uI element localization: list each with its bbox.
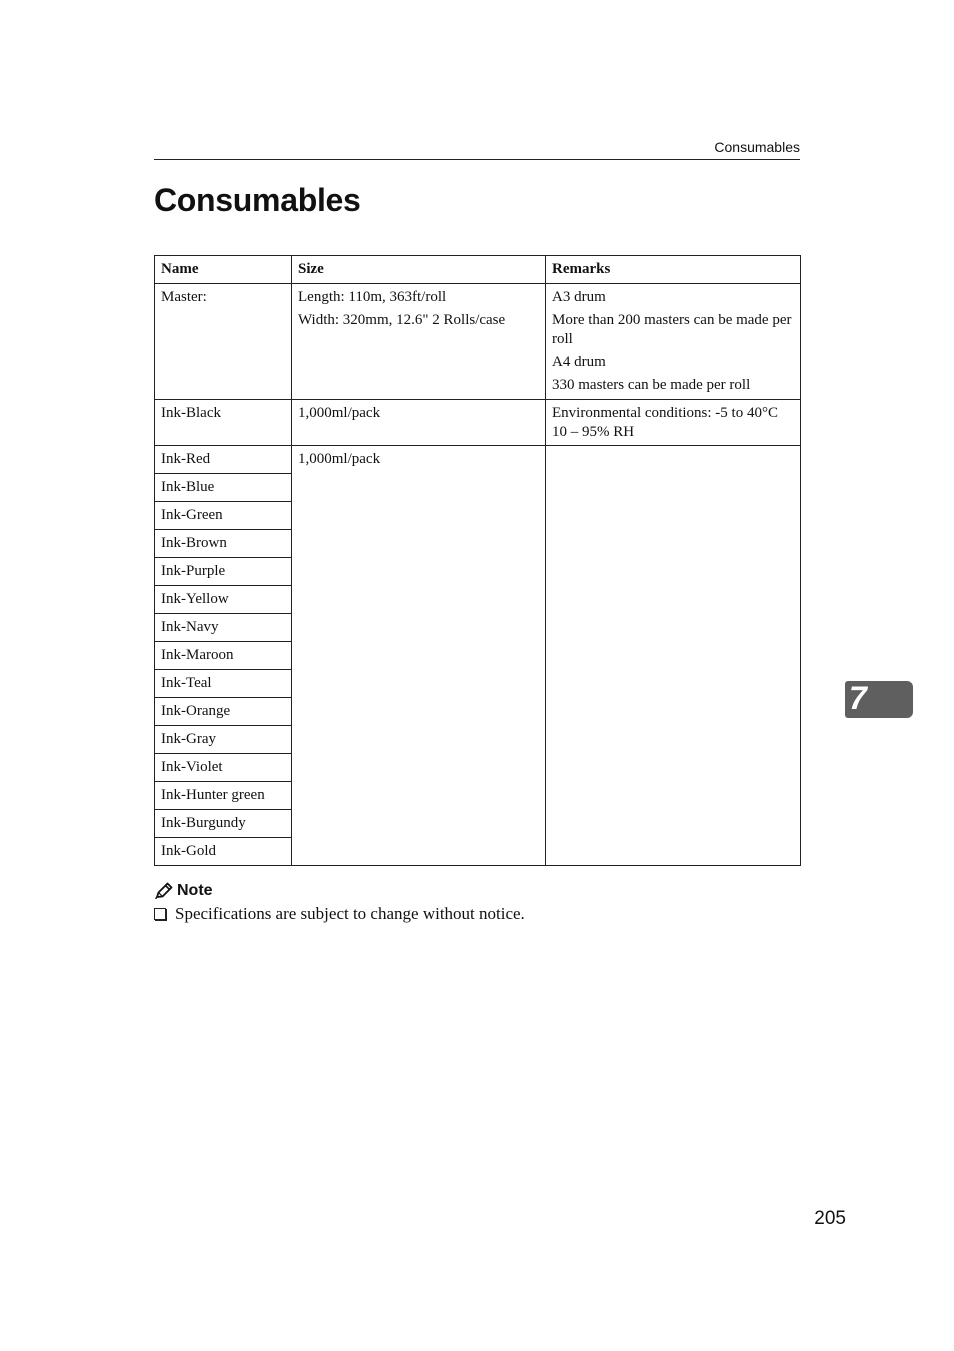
header-size: Size (292, 256, 546, 284)
cell-master-remarks (546, 284, 801, 400)
cell-ink-name: Ink-Brown (155, 530, 292, 558)
master-remark-a3: A3 drum (552, 289, 606, 305)
cell-ink-name: Ink-Teal (155, 670, 292, 698)
cell-ink-name: Ink-Orange (155, 698, 292, 726)
page-number: 205 (814, 1208, 846, 1229)
table-row-ink-black (155, 400, 801, 446)
consumables-table (154, 255, 801, 866)
cell-color-ink-size: 1,000ml/pack (292, 446, 546, 866)
page-title: Consumables (154, 182, 361, 218)
cell-master-size (292, 284, 546, 400)
cell-ink-name: Ink-Burgundy (155, 810, 292, 838)
cell-ink-black-name: Ink-Black (155, 400, 292, 446)
cell-ink-name: Ink-Green (155, 502, 292, 530)
cell-ink-name: Ink-Gold (155, 838, 292, 866)
header-remarks: Remarks (546, 256, 801, 284)
pencil-icon (154, 882, 174, 900)
chapter-number: 7 (849, 680, 867, 716)
cell-color-ink-remarks (546, 446, 801, 866)
master-size-length: Length: 110m, 363ft/roll (298, 289, 447, 305)
note-heading (154, 880, 800, 902)
table-header-row (155, 256, 801, 284)
cell-ink-name: Ink-Purple (155, 558, 292, 586)
cell-ink-name: Ink-Navy (155, 614, 292, 642)
chapter-tab (845, 681, 913, 718)
master-remark-a3-detail: More than 200 masters can be made per roll (552, 312, 792, 347)
checkbox-icon (154, 908, 166, 920)
master-size-width: Width: 320mm, 12.6" 2 Rolls/case (298, 312, 506, 328)
cell-ink-name: Ink-Yellow (155, 586, 292, 614)
cell-ink-name: Ink-Red (155, 446, 292, 474)
note-item-text: Specifications are subject to change without notice. (175, 904, 525, 923)
note-heading-label: Note (177, 882, 213, 899)
cell-master-name: Master: (155, 284, 292, 400)
master-remark-a4-detail: 330 masters can be made per roll (552, 377, 751, 393)
header-name: Name (155, 256, 292, 284)
cell-ink-name: Ink-Gray (155, 726, 292, 754)
note-item (154, 902, 800, 926)
cell-ink-name: Ink-Hunter green (155, 782, 292, 810)
master-remark-a4: A4 drum (552, 354, 606, 370)
header-rule (154, 159, 800, 160)
table-row-ink (155, 446, 801, 474)
cell-ink-name: Ink-Maroon (155, 642, 292, 670)
cell-ink-black-size: 1,000ml/pack (292, 400, 546, 446)
running-head: Consumables (714, 139, 800, 155)
cell-ink-name: Ink-Blue (155, 474, 292, 502)
table-row-master (155, 284, 801, 400)
cell-ink-name: Ink-Violet (155, 754, 292, 782)
note-block (154, 880, 800, 926)
cell-ink-black-remarks: Environmental conditions: -5 to 40°C 10 – 95% RH (546, 400, 801, 446)
